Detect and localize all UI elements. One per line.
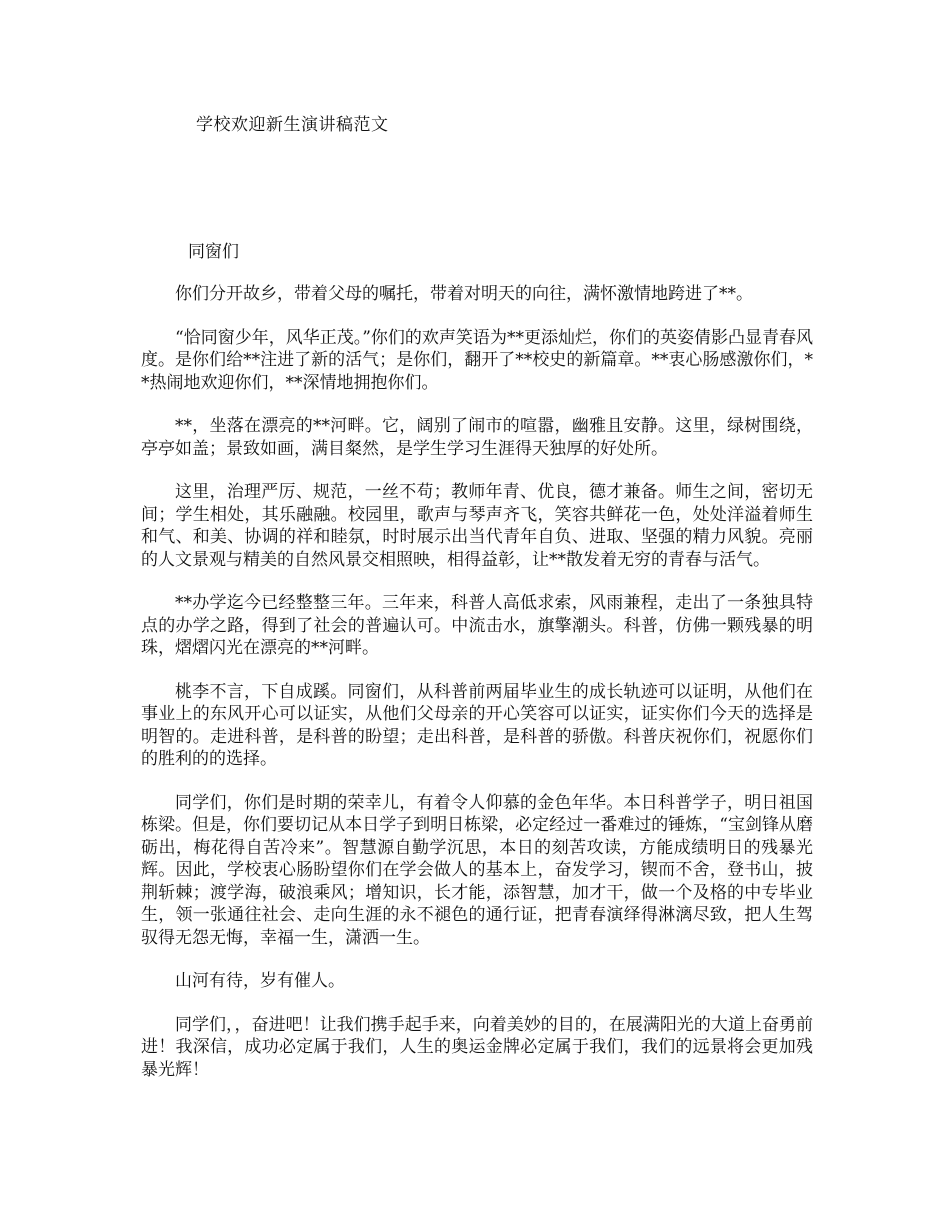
paragraph: **办学迄今已经整整三年。三年来，科普人高低求索，风雨兼程，走出了一条独具特点的办学之路，得到了社会的普遍认可。中流击水，旗擎潮头。科普，仿佛一颗残暴的明珠，熠熠闪光在漂亮的**河畔。 [141, 593, 813, 658]
paragraph: **，坐落在漂亮的**河畔。它，阔别了闹市的喧嚣，幽雅且安静。这里，绿树围绕，亭亭如盖；景致如画，满目粲然，是学生学习生涯得天独厚的好处所。 [141, 416, 813, 459]
paragraph: 山河有待，岁有催人。 [175, 971, 345, 991]
paragraph: 同学们，你们是时期的荣幸儿，有着令人仰慕的金色年华。本日科普学子，明日祖国栋梁。但是，你们要切记从本日学子到明日栋梁，必定经过一番难过的锤炼，“宝剑锋从磨砺出，梅花得自苦冷来”。智慧源自勤学沉思，本日的刻苦攻读，方能成绩明日的残暴光辉。因此，学校衷心肠盼望你们在学会做人的基本上，奋发学习，锲而不舍，登书山，披荆斩棘；渡学海，破浪乘风；增知识，长才能，添智慧，加才干，做一个及格的中专毕业生，领一张通往社会、走向生涯的永不褪色的通行证，把青春演绎得淋漓尽致，把人生驾驭得无怨无悔，幸福一生，潇洒一生。 [141, 792, 813, 948]
paragraph: “恰同窗少年，风华正茂。”你们的欢声笑语为**更添灿烂，你们的英姿倩影凸显青春风度。是你们给**注进了新的活气；是你们，翻开了**校史的新篇章。**衷心肠感激你们，**热闹地欢迎你们，**深情地拥抱你们。 [141, 327, 813, 393]
paragraph: 这里，治理严厉、规范，一丝不苟；教师年青、优良，德才兼备。师生之间，密切无间；学生相处，其乐融融。校园里，歌声与琴声齐飞，笑容共鲜花一色，处处洋溢着师生和气、和美、协调的祥和睦氛，时时展示出当代青年自负、进取、坚强的精力风貌。亮丽的人文景观与精美的自然风景交相照映，相得益彰，让**散发着无穷的青春与活气。 [141, 482, 813, 570]
paragraph: 你们分开故乡，带着父母的嘱托，带着对明天的向往，满怀激情地跨进了**。 [175, 284, 753, 304]
paragraph: 桃李不言，下自成蹊。同窗们，从科普前两届毕业生的成长轨迹可以证明，从他们在事业上的东风开心可以证实，从他们父母亲的开心笑容可以证实，证实你们今天的选择是明智的。走进科普，是科普的盼望；走出科普，是科普的骄傲。科普庆祝你们，祝愿你们的胜利的的选择。 [141, 681, 813, 769]
paragraph: 同学们，，奋进吧！让我们携手起手来，向着美妙的目的，在展满阳光的大道上奋勇前进！我深信，成功必定属于我们，人生的奥运金牌必定属于我们，我们的远景将会更加残暴光辉！ [141, 1014, 813, 1080]
greeting: 同窗们 [188, 242, 239, 262]
document-title: 学校欢迎新生演讲稿范文 [196, 115, 389, 135]
document-body [141, 283, 813, 1102]
